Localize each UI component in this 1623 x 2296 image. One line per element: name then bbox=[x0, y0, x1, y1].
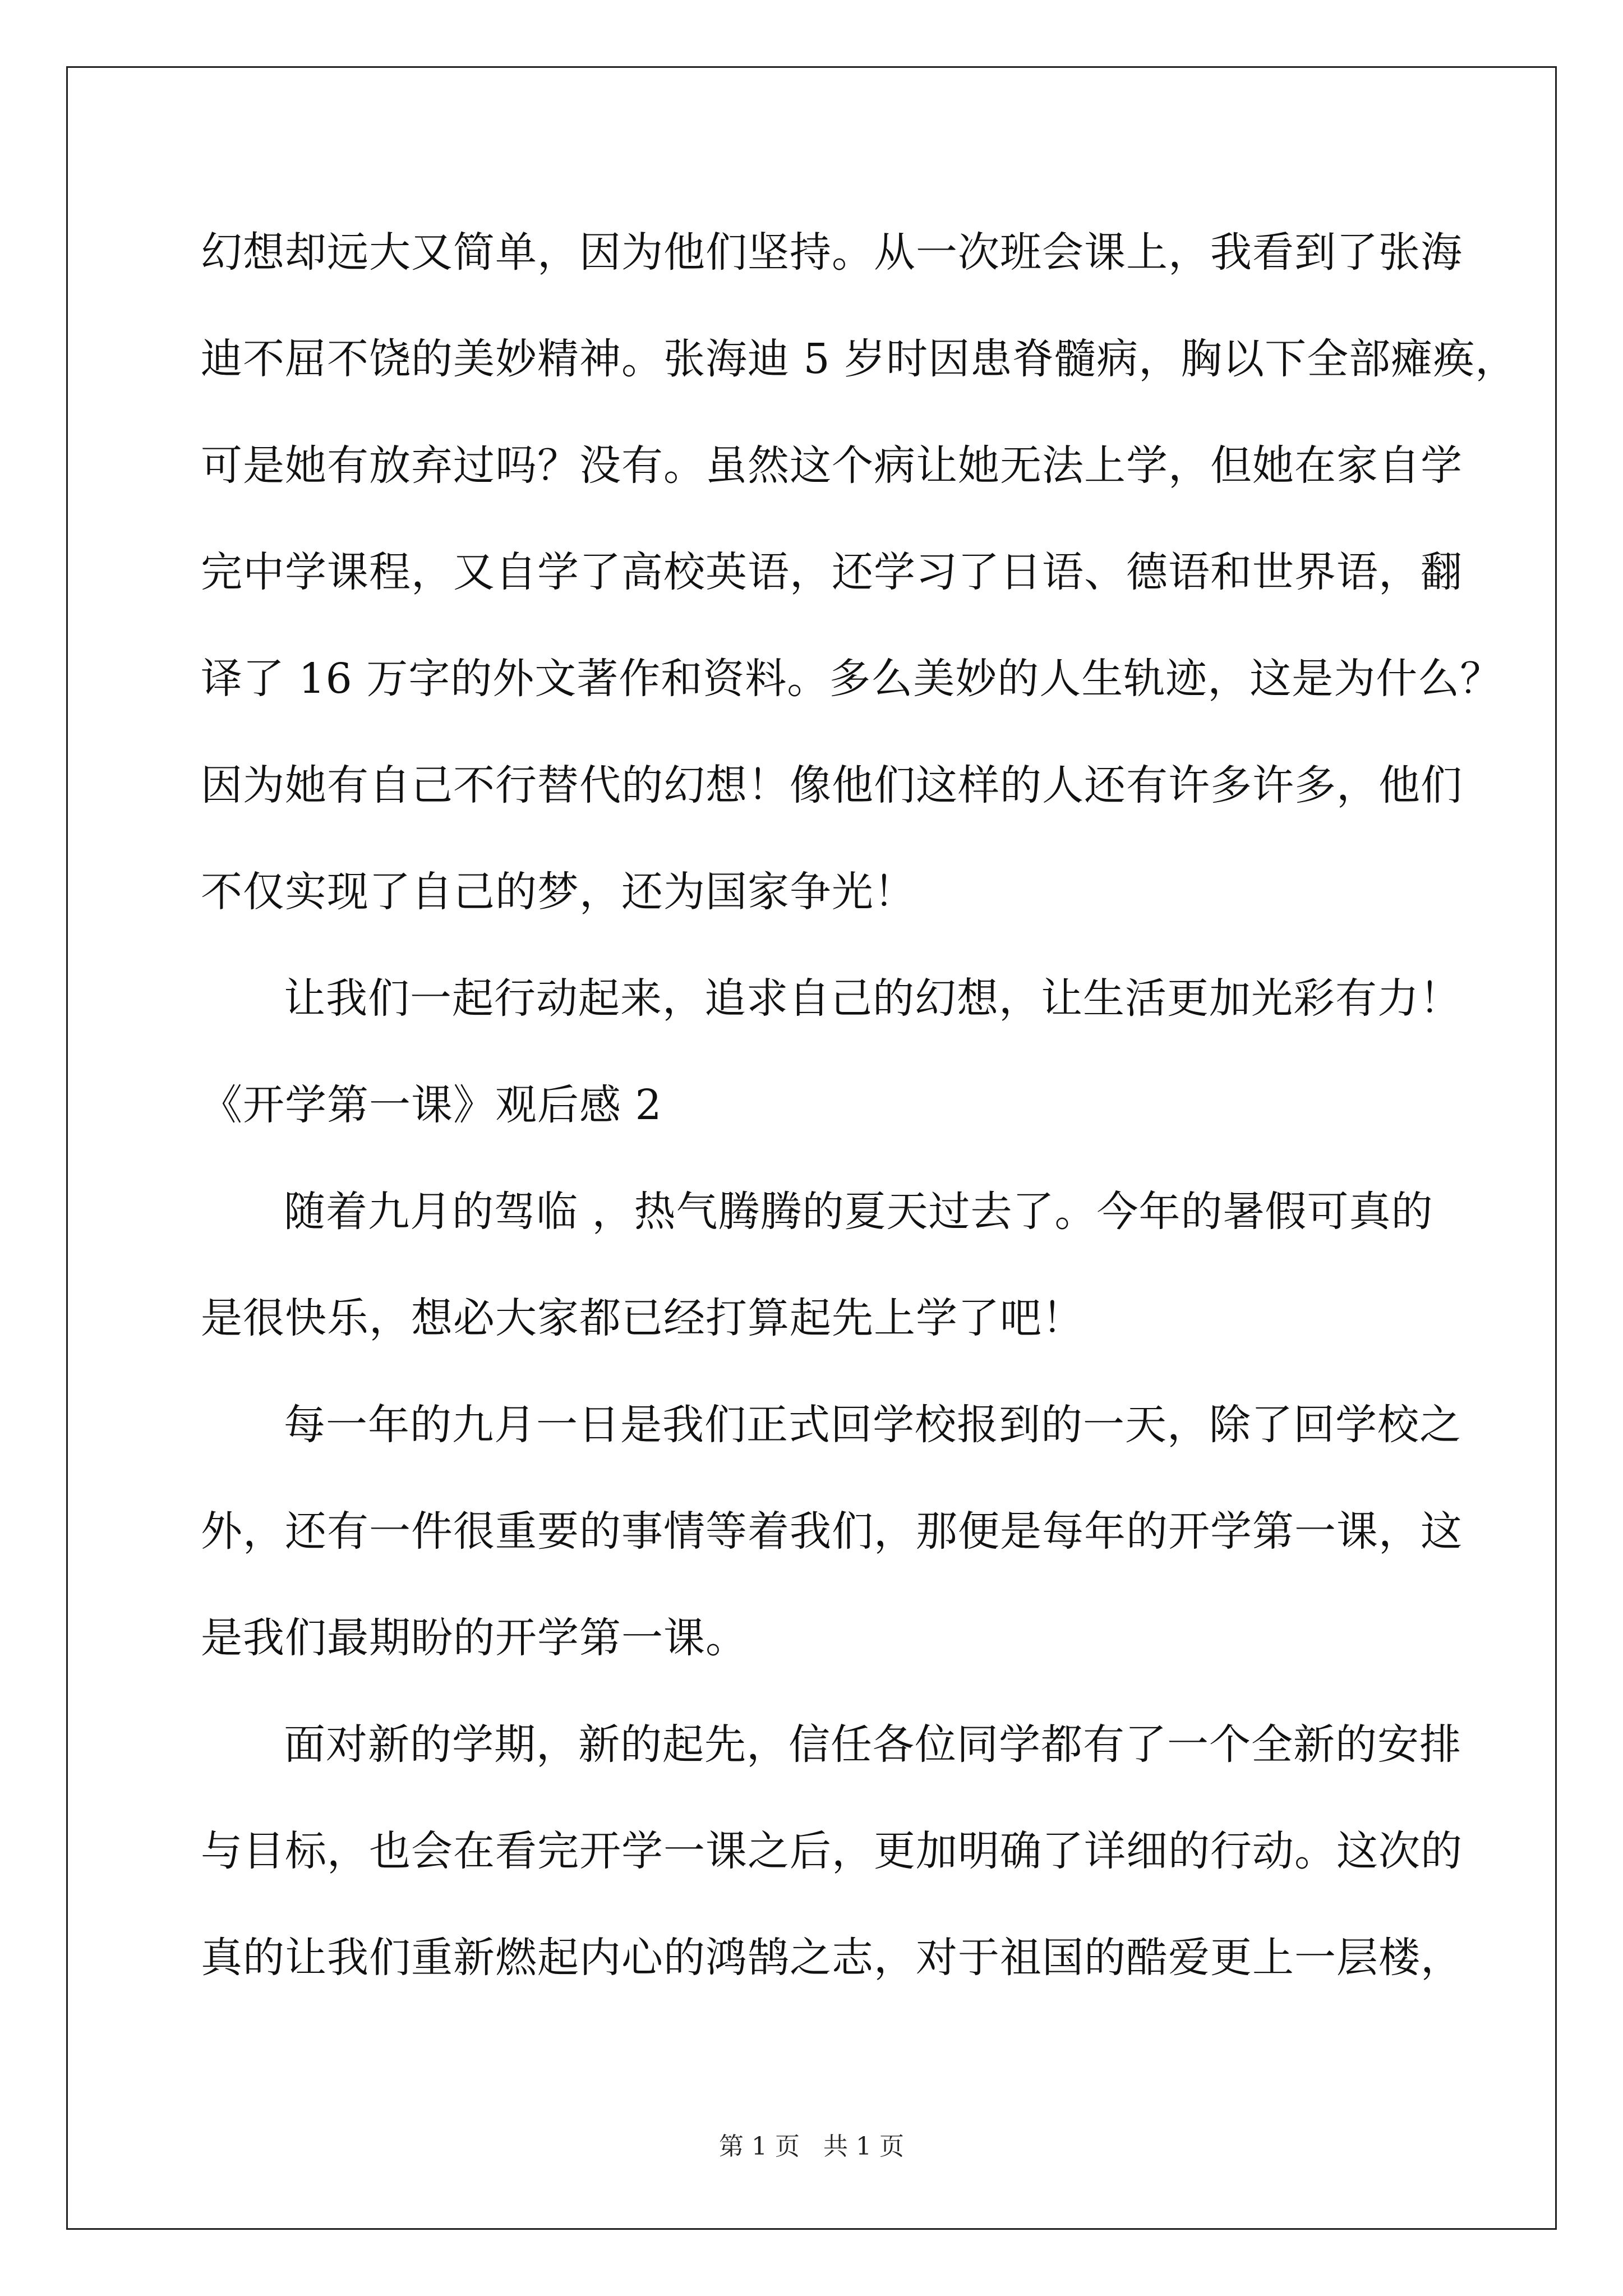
section-heading: 《开学第一课》观后感 2 bbox=[201, 1081, 662, 1129]
paragraph-line: 与目标，也会在看完开学一课之后，更加明确了详细的行动。这次的 bbox=[201, 1827, 1463, 1875]
paragraph-line: 让我们一起行动起来，追求自己的幻想，让生活更加光彩有力！ bbox=[284, 974, 1461, 1023]
paragraph-line: 是我们最期盼的开学第一课。 bbox=[201, 1614, 748, 1662]
paragraph-line: 完中学课程，又自学了高校英语，还学习了日语、德语和世界语，翻 bbox=[201, 548, 1463, 596]
document-body bbox=[201, 216, 1518, 2028]
paragraph-line: 幻想却远大又简单，因为他们坚持。从一次班会课上，我看到了张海 bbox=[201, 228, 1463, 277]
paragraph-line: 随着九月的驾临 ，热气腾腾的夏天过去了。今年的暑假可真的 bbox=[284, 1188, 1433, 1236]
paragraph-line: 每一年的九月一日是我们正式回学校报到的一天，除了回学校之 bbox=[284, 1401, 1461, 1449]
paragraph-line: 译了 16 万字的外文著作和资料。多么美妙的人生轨迹，这是为什么？ bbox=[201, 655, 1502, 703]
paragraph-line: 外，还有一件很重要的事情等着我们，那便是每年的开学第一课，这 bbox=[201, 1507, 1463, 1556]
paragraph-line: 真的让我们重新燃起内心的鸿鹄之志，对于祖国的酷爱更上一层楼， bbox=[201, 1934, 1463, 1982]
page-footer: 第 1 页 共 1 页 bbox=[719, 2132, 904, 2161]
paragraph-line: 迪不屈不饶的美妙精神。张海迪 5 岁时因患脊髓病，胸以下全部瘫痪， bbox=[201, 335, 1518, 383]
paragraph-line: 不仅实现了自己的梦，还为国家争光！ bbox=[201, 868, 916, 916]
paragraph-line: 是很快乐，想必大家都已经打算起先上学了吧！ bbox=[201, 1294, 1084, 1342]
paragraph-line: 因为她有自己不行替代的幻想！像他们这样的人还有许多许多，他们 bbox=[201, 761, 1463, 809]
paragraph-line: 可是她有放弃过吗？没有。虽然这个病让她无法上学，但她在家自学 bbox=[201, 441, 1463, 490]
paragraph-line: 面对新的学期，新的起先，信任各位同学都有了一个全新的安排 bbox=[284, 1720, 1461, 1769]
